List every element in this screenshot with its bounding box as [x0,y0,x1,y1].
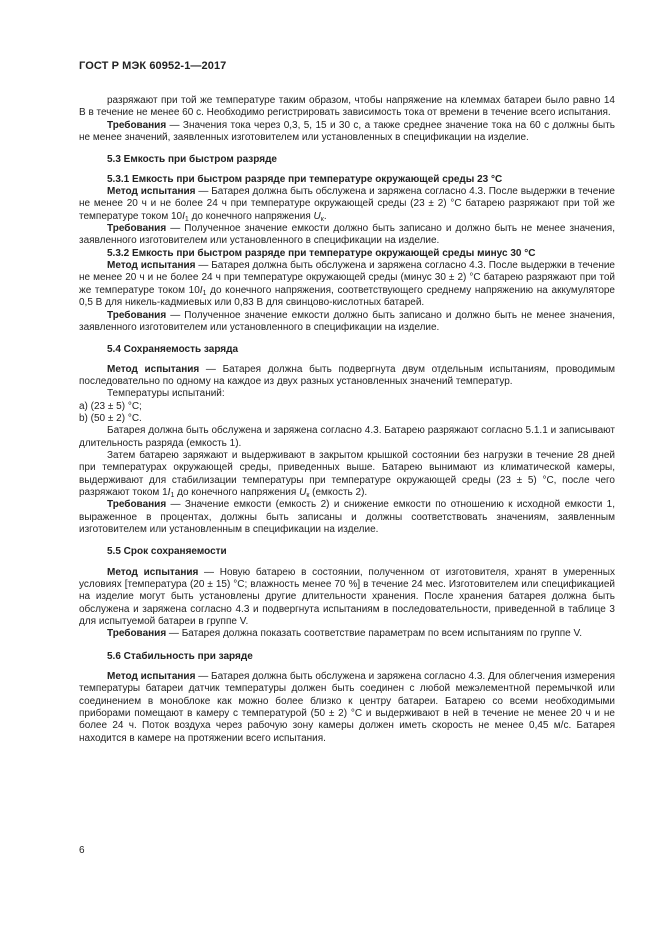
paragraph: разряжают при той же температуре таким образом, чтобы напряжение на клеммах батареи было равно 14 В в течение не менее 60 с. Необходимо регистрировать зависимость тока от времени в течение всего испытания. [79,95,615,119]
paragraph-method: Метод испытания — Батарея должна быть обслужена и заряжена согласно 4.3. Для облегчения измерения температуры батареи датчик температуры должен быть соединен с любой межэлементной перемычкой или соединением в моноблоке как можно более близко к центру батареи. Батарею со всеми необходимыми приборами помещают в камеру с температурой (50 ± 2) °С и выдерживают в ней в течение не менее 20 ч и не более 24 ч. Поток воздуха через рабочую зону камеры должен иметь скорость не менее 0,45 м/с. Батарея находится в камере на протяжении всего испытания. [79,671,615,744]
section-heading-5-5: 5.5 Срок сохраняемости [107,546,227,558]
page-number: 6 [79,845,85,856]
paragraph-requirements: Требования — Значение емкости (емкость 2) и снижение емкости по отношению к исходной емкости 1, выраженное в процентах, должны быть записаны и должны соответствовать значениям, заявленным изготовителем или установленным в спецификации на изделие. [79,499,615,535]
document-body [79,95,615,745]
paragraph: Затем батарею заряжают и выдерживают в закрытом крышкой состоянии без нагрузки в течение 28 дней при температурах окружающей среды, приведенных выше. Батарею вынимают из климатической камеры, выдерживают для стабилизации температуры при температуре окружающей среды (23 ± 5) °С, после чего разряжают током $1I_1$ до конечного напряжения $U_к$ (емкость 2). [79,449,615,499]
paragraph-method: Метод испытания — Батарея должна быть обслужена и заряжена согласно 4.3. После выдержки в течение не менее 20 ч и не более 24 ч при температуре окружающей среды (минус 30 ± 2) °С батарею разряжают при той же температуре током $10I_1$ до конечного напряжения, соответствующего среднему напряжению на аккумуляторе 0,5 В для никель-кадмиевых или 0,83 В для свинцово-кислотных батарей. [79,260,615,309]
paragraph-requirements: Требования — Полученное значение емкости должно быть записано и должно быть не менее значения, заявленного изготовителем или установленного в спецификации на изделие. [79,223,615,247]
paragraph: Температуры испытаний: [107,388,225,400]
list-item: b) (50 ± 2) °С. [79,412,142,424]
list-item: a) (23 ± 5) °С; [79,400,142,412]
section-heading-5-3: 5.3 Емкость при быстром разряде [107,154,277,166]
paragraph-method: Метод испытания — Батарея должна быть подвергнута двум отдельным испытаниям, проводимым последовательно по одному на каждое из двух разных установленных значений температур. [79,363,616,387]
paragraph-requirements: Требования — Значения тока через 0,3, 5, 15 и 30 с, а также среднее значение тока на 60 с должны быть не менее значений, заявленных изготовителем или установленных в спецификации на изделие. [79,119,615,144]
paragraph-requirements: Требования — Батарея должна показать соответствие параметрам по всем испытаниям по группе V. [107,628,583,640]
section-heading-5-6: 5.6 Стабильность при заряде [107,650,253,662]
paragraph-method: Метод испытания — Батарея должна быть обслужена и заряжена согласно 4.3. После выдержки в течение не менее 20 ч и не более 24 ч при температуре окружающей среды (23 ± 2) °С батарею разряжают при той же температуре током $10I_1$ до конечного напряжения $U_к$. [79,186,615,223]
paragraph-method: Метод испытания — Новую батарею в состоянии, полученном от изготовителя, хранят в умеренных условиях [температура (20 ± 15) °С; влажность менее 70 %] в течение 24 мес. Изготовителем или спецификацией на изделие могут быть установлены другие длительности хранения. После хранения батарея должна быть обслужена и заряжена согласно 4.3 и подвергнута испытаниям в последовательности, приведенной в таблице 3 для испытуемой батареи в группе V. [79,566,615,628]
section-heading-5-3-1: 5.3.1 Емкость при быстром разряде при температуре окружающей среды 23 °С [107,173,503,185]
paragraph: Батарея должна быть обслужена и заряжена согласно 4.3. Батарею разряжают согласно 5.1.1 и записывают длительность разряда (емкость 1). [79,425,615,449]
section-heading-5-4: 5.4 Сохраняемость заряда [107,344,239,356]
paragraph-requirements: Требования — Полученное значение емкости должно быть записано и должно быть не менее значения, заявленного изготовителем или установленного в спецификации на изделие. [79,309,615,333]
document-header: ГОСТ Р МЭК 60952-1—2017 [79,60,227,72]
section-heading-5-3-2: 5.3.2 Емкость при быстром разряде при температуре окружающей среды минус 30 °С [107,247,536,259]
